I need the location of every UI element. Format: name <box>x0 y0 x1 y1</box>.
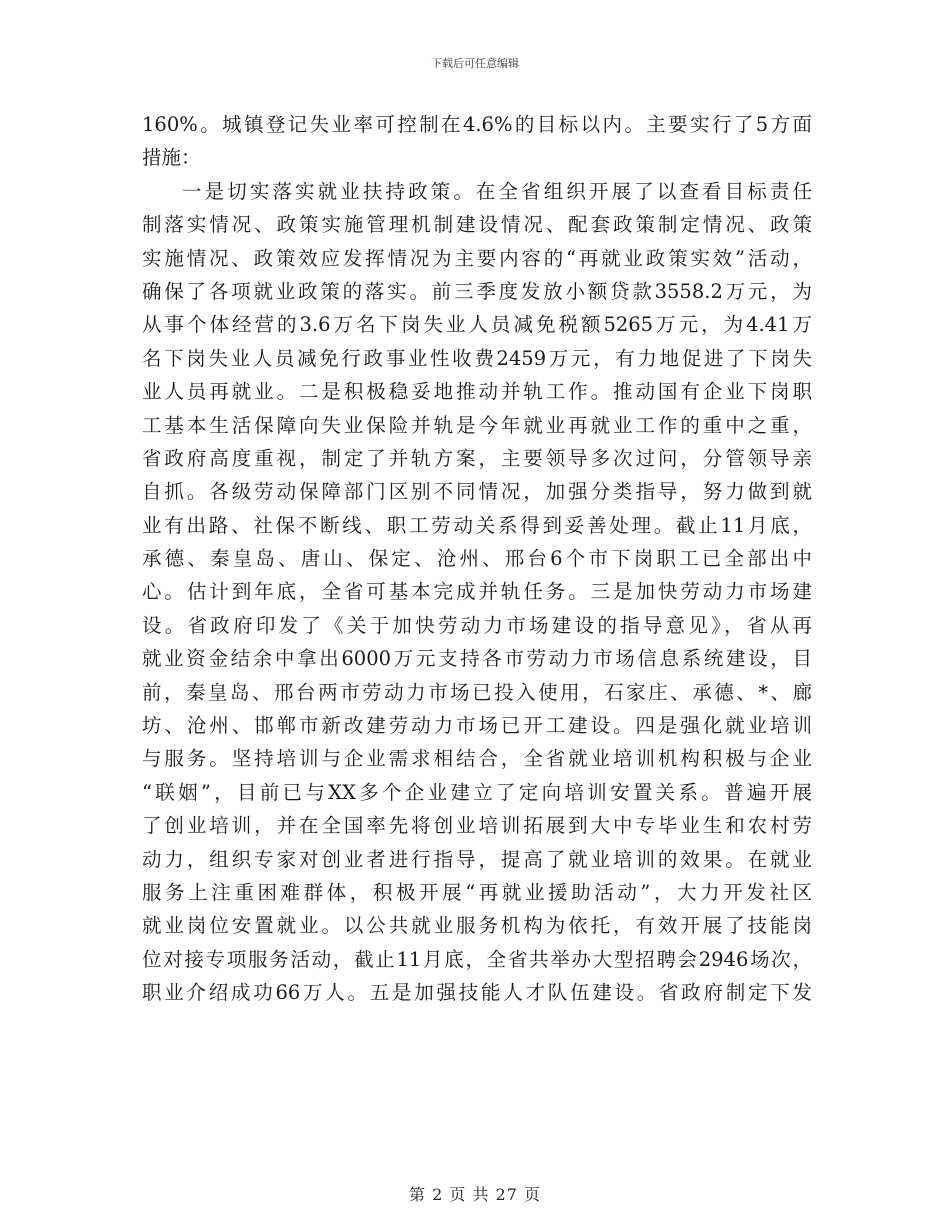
text-line: 措施： <box>142 146 201 170</box>
text-line: 心。估计到年底，全省可基本完成并轨任务。三是加快劳动力市场建 <box>142 580 812 604</box>
text-line: 从事个体经营的3.6万名下岗失业人员减免税额5265万元，为4.41万 <box>142 313 812 337</box>
text-line: 与服务。坚持培训与企业需求相结合，全省就业培训机构积极与企业 <box>142 747 812 771</box>
text-line: 制落实情况、政策实施管理机制建设情况、配套政策制定情况、政策 <box>142 213 812 237</box>
text-line: 一是切实落实就业扶持政策。在全省组织开展了以查看目标责任 <box>182 179 812 203</box>
text-line: 就业资金结余中拿出6000万元支持各市劳动力市场信息系统建设，目 <box>142 647 812 671</box>
page-header: 下载后可任意编辑 <box>431 57 519 70</box>
text-line: 承德、秦皇岛、唐山、保定、沧州、邢台6个市下岗职工已全部出中 <box>142 547 812 571</box>
text-line: 名下岗失业人员减免行政事业性收费2459万元，有力地促进了下岗失 <box>142 346 812 370</box>
document-body <box>142 108 812 1010</box>
text-line: 位对接专项服务活动，截止11月底，全省共举办大型招聘会2946场次， <box>142 947 812 971</box>
text-line: 坊、沧州、邯郸市新改建劳动力市场已开工建设。四是强化就业培训 <box>142 714 812 738</box>
text-line: 实施情况、政策效应发挥情况为主要内容的“再就业政策实效”活动， <box>142 246 812 270</box>
text-line: 职业介绍成功66万人。五是加强技能人才队伍建设。省政府制定下发 <box>142 981 812 1005</box>
text-line: 确保了各项就业政策的落实。前三季度发放小额贷款3558.2万元，为 <box>142 279 812 303</box>
text-line: 了创业培训，并在全国率先将创业培训拓展到大中专毕业生和农村劳 <box>142 814 812 838</box>
text-line: 业人员再就业。二是积极稳妥地推动并轨工作。推动国有企业下岗职 <box>142 380 812 404</box>
text-line: 动力，组织专家对创业者进行指导，提高了就业培训的效果。在就业 <box>142 847 812 871</box>
text-line: 前，秦皇岛、邢台两市劳动力市场已投入使用，石家庄、承德、*、廊 <box>142 680 812 704</box>
text-line: 省政府高度重视，制定了并轨方案，主要领导多次过问，分管领导亲 <box>142 446 812 470</box>
page-number-footer: 第 2 页 共 27 页 <box>409 1185 541 1204</box>
text-line: 服务上注重困难群体，积极开展“再就业援助活动”，大力开发社区 <box>142 880 812 904</box>
text-line: “联姻”，目前已与XX多个企业建立了定向培训安置关系。普遍开展 <box>142 780 812 804</box>
text-line: 160%。城镇登记失业率可控制在4.6%的目标以内。主要实行了5方面 <box>142 113 812 136</box>
text-line: 自抓。各级劳动保障部门区别不同情况，加强分类指导，努力做到就 <box>142 480 812 504</box>
text-line: 工基本生活保障向失业保险并轨是今年就业再就业工作的重中之重， <box>142 413 812 437</box>
text-line: 业有出路、社保不断线、职工劳动关系得到妥善处理。截止11月底， <box>142 513 812 537</box>
text-line: 就业岗位安置就业。以公共就业服务机构为依托，有效开展了技能岗 <box>142 914 812 938</box>
text-line: 设。省政府印发了《关于加快劳动力市场建设的指导意见》，省从再 <box>142 613 812 637</box>
